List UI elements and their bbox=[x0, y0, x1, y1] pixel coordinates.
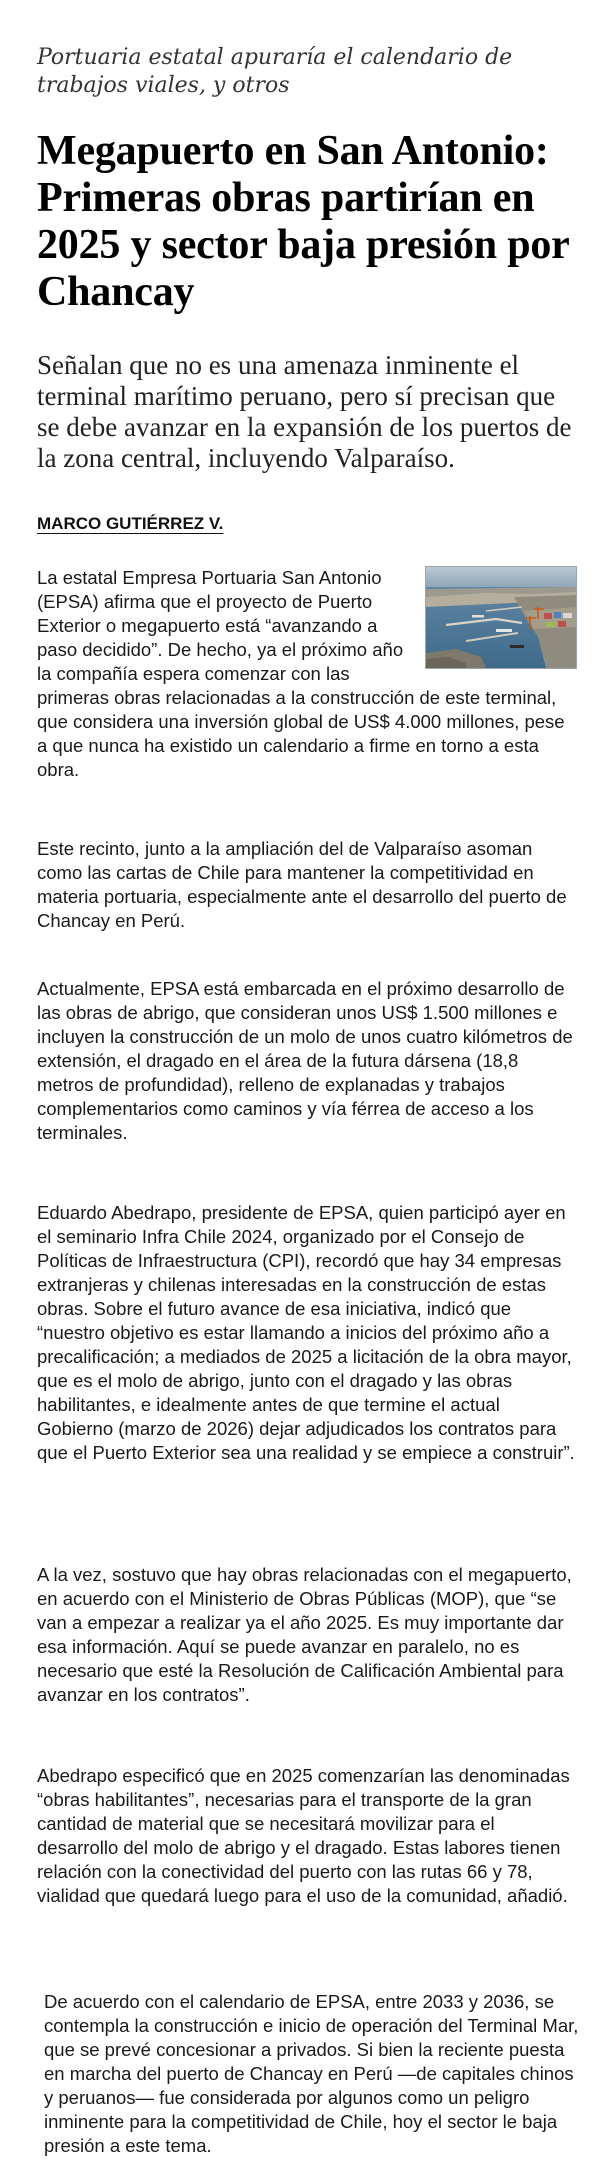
article-paragraph-6: Abedrapo especificó que en 2025 comenzarían las denominadas “obras habilitantes”, necesarias para el transporte de la gran cantidad de material que se necesitará movilizar para el desarrollo del molo de abrigo y el dragado. Estas labores tienen relación con la conectividad del puerto con las rutas 66 y 78, vialidad que quedará luego para el uso de la comunidad, añadió. bbox=[37, 1765, 570, 1906]
port-aerial-photo bbox=[425, 566, 577, 669]
article-headline: Megapuerto en San Antonio: Primeras obras partirían en 2025 y sector baja presión por Chancay bbox=[37, 128, 569, 315]
article-paragraph-1 bbox=[37, 566, 577, 782]
article-byline: MARCO GUTIÉRREZ V. bbox=[37, 514, 224, 533]
article-paragraph-3: Actualmente, EPSA está embarcada en el próximo desarrollo de las obras de abrigo, que consideran unos US$ 1.500 millones e incluyen la construcción de un molo de unos cuatro kilómetros de extensión, el dragado en el área de la futura dársena (18,8 metros de profundidad), relleno de explanadas y trabajos complementarios como caminos y vía férrea de acceso a los terminales. bbox=[37, 978, 573, 1143]
paragraph-text: La estatal Empresa Portuaria San Antonio (EPSA) afirma que el proyecto de Puerto Exterior o megapuerto está “avanzando a paso decidido”. De hecho, ya el próximo año la compañía espera comenzar con las primeras obras relacionadas a la construcción de este terminal, que considera una inversión global de US$ 4.000 millones, pese a que nunca ha existido un calendario a firme en torno a esta obra. bbox=[37, 567, 565, 780]
article-paragraph-2: Este recinto, junto a la ampliación del de Valparaíso asoman como las cartas de Chile para mantener la competitividad en materia portuaria, especialmente ante el desarrollo del puerto de Chancay en Perú. bbox=[37, 838, 567, 931]
article-paragraph-7: De acuerdo con el calendario de EPSA, entre 2033 y 2036, se contempla la construcción e inicio de operación del Terminal Mar, que se prevé concesionar a privados. Si bien la reciente puesta en marcha del puerto de Chancay en Perú —de capitales chinos y peruanos— fue considerada por algunos como un peligro inminente para la competitividad de Chile, hoy el sector le baja presión a este tema. bbox=[44, 1991, 579, 2156]
article-paragraph-5: A la vez, sostuvo que hay obras relacionadas con el megapuerto, en acuerdo con el Ministerio de Obras Públicas (MOP), que “se van a empezar a realizar ya el año 2025. Es muy importante dar esa información. Aquí se puede avanzar en paralelo, no es necesario que esté la Resolución de Calificación Ambiental para avanzar en los contratos”. bbox=[37, 1564, 572, 1705]
article-deck: Señalan que no es una amenaza inminente el terminal marítimo peruano, pero sí precisan que se debe avanzar en la expansión de los puertos de la zona central, incluyendo Valparaíso. bbox=[37, 350, 572, 473]
article-paragraph-4: Eduardo Abedrapo, presidente de EPSA, quien participó ayer en el seminario Infra Chile 2024, organizado por el Consejo de Políticas de Infraestructura (CPI), recordó que hay 34 empresas extranjeras y chilenas interesadas en la construcción de estas obras. Sobre el futuro avance de esa iniciativa, indicó que “nuestro objetivo es estar llamando a inicios del próximo año a precalificación; a mediados de 2025 a licitación de la obra mayor, que es el molo de abrigo, junto con el dragado y las obras habilitantes, e idealmente antes de que termine el actual Gobierno (marzo de 2026) dejar adjudicados los contratos para que el Puerto Exterior sea una realidad y se empiece a construir”. bbox=[37, 1202, 575, 1463]
article-kicker: Portuaria estatal apuraría el calendario de trabajos viales, y otros bbox=[37, 45, 513, 98]
